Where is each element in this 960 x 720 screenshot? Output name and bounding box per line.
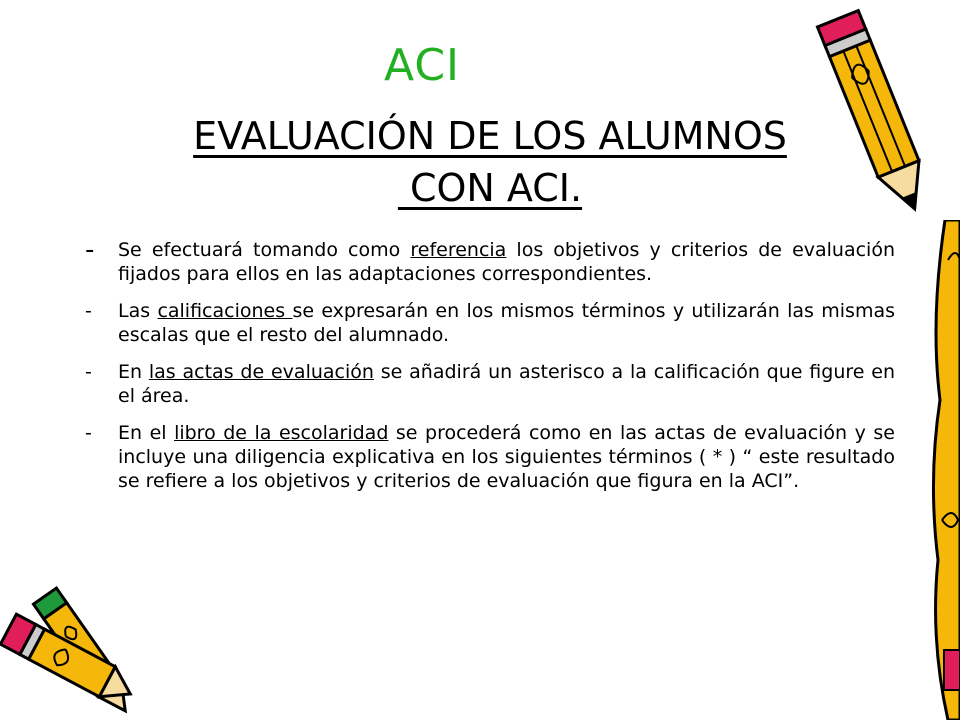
underlined-term: referencia <box>410 239 507 261</box>
bullet-dash: - <box>85 422 92 444</box>
text-run: Las <box>118 300 158 322</box>
paragraph <box>85 360 895 408</box>
bullet-dash: - <box>85 300 92 322</box>
heading-line-1: EVALUACIÓN DE LOS ALUMNOS <box>193 114 787 158</box>
text-run: se expresarán en los mismos términos y utilizarán las mismas escalas que el resto del alumnado. <box>118 300 895 346</box>
heading-line-2: CON ACI. <box>397 166 583 210</box>
underlined-term: libro de la escolaridad <box>174 422 389 444</box>
slide-body <box>85 235 896 506</box>
paragraph-text <box>118 421 895 493</box>
paragraph <box>85 235 896 286</box>
paragraph-text <box>118 299 895 347</box>
bullet-dash: - <box>85 235 95 265</box>
bullet-dash: - <box>85 361 92 383</box>
slide-heading <box>95 110 885 214</box>
pencils-bottom-left-icon <box>0 580 150 720</box>
text-run: se añadirá un asterisco a la calificación que figure en el área. <box>118 361 895 407</box>
text-run: se procederá como en las actas de evaluación y se incluye una diligencia explicativa en los siguientes términos ( * ) “ este resultado se refiere a los objetivos y criterios de evaluación que figura en la ACI”. <box>118 422 895 492</box>
slide-title: ACI <box>384 40 461 91</box>
text-run: los objetivos y criterios de evaluación fijados para ellos en las adaptaciones correspondientes. <box>118 239 896 285</box>
paragraph <box>85 299 895 347</box>
underlined-term: calificaciones <box>157 300 293 322</box>
underlined-term: las actas de evaluación <box>148 361 374 383</box>
text-run: En <box>118 361 149 383</box>
paragraph-text <box>118 360 895 408</box>
pencil-top-right-icon <box>810 0 950 230</box>
text-run: En el <box>118 422 175 444</box>
pencil-right-edge-icon <box>900 220 960 720</box>
paragraph <box>85 421 895 493</box>
text-run: Se efectuará tomando como <box>118 239 411 261</box>
paragraph-text <box>118 238 895 286</box>
